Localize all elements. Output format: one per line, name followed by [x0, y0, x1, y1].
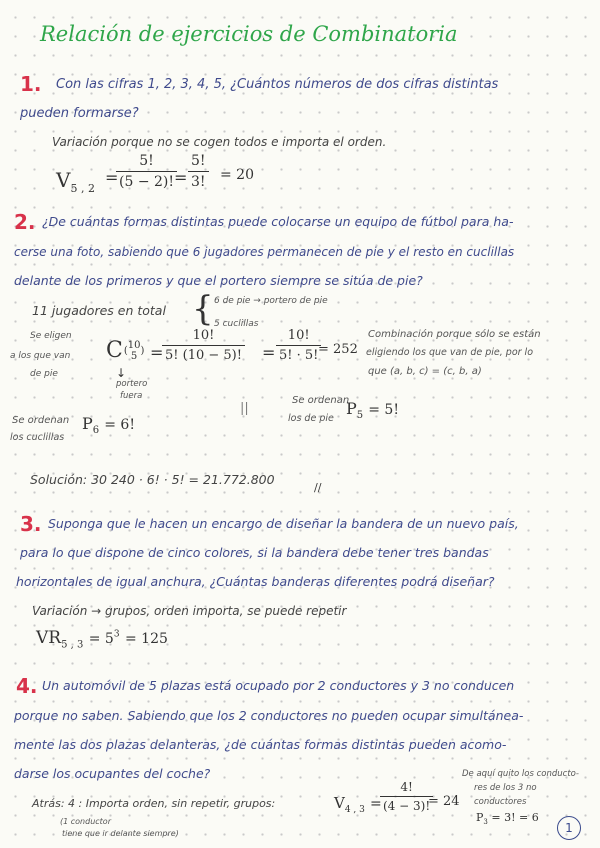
- exercise-2-standing-permutation: $P_5 = 5$!: [346, 399, 399, 422]
- exercise-2-explanation-line-2: eligiendo los que van de pie, por lo: [366, 347, 534, 358]
- exercise-2-equals-2: =: [262, 343, 276, 362]
- exercise-1-variation-symbol: $V_{5 , 2}$: [56, 168, 95, 195]
- exercise-2-down-arrow: ↓: [116, 366, 127, 380]
- exercise-4-question-line-1: Un automóvil de 5 plazas está ocupado por 2 conductores y 3 no conducen: [42, 678, 515, 693]
- exercise-4-variation-symbol: $V_{4 , 3}$: [334, 794, 365, 815]
- exercise-2-solution: Solución: 30 240 · 6! · 5! = 21.772.800: [30, 472, 275, 487]
- exercise-4-side-permutation: $P_3 = 3$! = 6: [476, 811, 539, 827]
- exercise-2-fraction-1: $\frac{10!}{5! (10 - 5)!}$: [162, 328, 245, 363]
- exercise-2-players-total: 11 jugadores en total: [32, 303, 166, 318]
- exercise-1-question-line-1: Con las cifras 1, 2, 3, 4, 5, ¿Cuántos números de dos cifras distintas: [56, 77, 499, 92]
- exercise-2-squat-order-label-2: los cuclillas: [10, 432, 65, 443]
- exercise-2-number: 2.: [14, 210, 36, 234]
- exercise-2-brace: {: [192, 289, 214, 329]
- exercise-2-explanation-line-1: Combinación porque sólo se están: [368, 329, 541, 340]
- exercise-2-standing-order-label-1: Se ordenan: [292, 395, 350, 406]
- exercise-3-expression: $VR_{5 , 3} = 5^3 = 125$: [36, 628, 168, 651]
- exercise-4-footnote-line-1: (1 conductor: [60, 817, 111, 826]
- exercise-4-side-note-line-3: conductores: [474, 797, 527, 807]
- exercise-2-equals-1: =: [150, 343, 164, 362]
- exercise-2-brace-line-1: 6 de pie → portero de pie: [214, 296, 328, 306]
- exercise-1-number: 1.: [20, 72, 42, 96]
- exercise-2-explanation-line-3: que (a, b, c) = (c, b, a): [368, 366, 482, 377]
- page-number: 1: [557, 816, 581, 840]
- exercise-2-separator: ||: [240, 401, 249, 416]
- exercise-2-question-line-1: ¿De cuántas formas distintas puede colocarse un equipo de fútbol para ha-: [42, 214, 514, 229]
- exercise-4-footnote-line-2: tiene que ir delante siempre): [62, 829, 179, 838]
- exercise-2-goalkeeper-label-2: fuera: [120, 391, 143, 401]
- exercise-4-question-line-2: porque no saben. Sabiendo que los 2 conductores no pueden ocupar simultánea-: [14, 708, 524, 723]
- exercise-4-equals: =: [370, 796, 382, 812]
- exercise-4-fraction: $\frac{4!}{(4 - 3)!}$: [380, 780, 433, 813]
- exercise-2-goalkeeper-label-1: portero: [116, 379, 148, 389]
- exercise-2-question-line-3: delante de los primeros y que el portero siempre se sitúa de pie?: [14, 273, 423, 288]
- exercise-2-fraction-2: $\frac{10!}{5! \cdot 5!}$: [276, 328, 321, 363]
- exercise-2-select-label-3: de pie: [30, 369, 58, 379]
- exercise-1-equals-2: =: [174, 168, 188, 187]
- exercise-2-solution-mark: //: [314, 481, 322, 494]
- exercise-2-select-label-1: Se eligen: [30, 331, 72, 341]
- exercise-2-result: = 252: [318, 342, 358, 357]
- exercise-1-note: Variación porque no se cogen todos e importa el orden.: [52, 135, 387, 149]
- exercise-2-standing-order-label-2: los de pie: [288, 413, 334, 424]
- exercise-4-number: 4.: [16, 674, 38, 698]
- exercise-2-squat-order-label-1: Se ordenan: [12, 415, 70, 426]
- exercise-1-equals-1: =: [105, 168, 119, 187]
- exercise-3-question-line-1: Suponga que le hacen un encargo de diseñar la bandera de un nuevo país,: [48, 516, 519, 531]
- exercise-1-result: = 20: [220, 167, 254, 183]
- exercise-1-question-line-2: pueden formarse?: [20, 106, 139, 121]
- exercise-2-question-line-2: cerse una foto, sabiendo que 6 jugadores permanecen de pie y el resto en cuclillas: [14, 245, 515, 259]
- exercise-2-brace-line-2: 5 cuclillas: [214, 319, 259, 329]
- exercise-3-question-line-2: para lo que dispone de cinco colores, si la bandera debe tener tres bandas: [20, 545, 489, 560]
- exercise-4-question-line-4: darse los ocupantes del coche?: [14, 766, 211, 781]
- exercise-1-fraction-1: $\frac{5!}{(5 - 2)!}$: [116, 153, 177, 190]
- exercise-4-side-note-line-2: res de los 3 no: [474, 783, 537, 793]
- page-title: Relación de ejercicios de Combinatoria: [40, 22, 458, 46]
- exercise-2-select-label-2: a los que van: [10, 351, 71, 361]
- exercise-3-note: Variación → grupos, orden importa, se puede repetir: [32, 604, 347, 618]
- exercise-4-note: Atrás: 4 : Importa orden, sin repetir, grupos:: [32, 797, 276, 810]
- exercise-3-question-line-3: horizontales de igual anchura, ¿Cuántas banderas diferentes podrá diseñar?: [16, 574, 495, 589]
- exercise-3-number: 3.: [20, 512, 42, 536]
- exercise-2-combination-symbol: C( 10 5 ): [106, 338, 145, 363]
- exercise-4-result: = 24: [428, 794, 460, 809]
- exercise-2-squat-permutation: $P_6 = 6$!: [82, 414, 135, 437]
- exercise-4-side-note-line-1: De aquí quito los conducto-: [462, 769, 579, 779]
- exercise-4-question-line-3: mente las dos plazas delanteras, ¿de cuántas formas distintas pueden acomo-: [14, 737, 507, 752]
- exercise-1-fraction-2: $\frac{5!}{3!}$: [188, 153, 209, 190]
